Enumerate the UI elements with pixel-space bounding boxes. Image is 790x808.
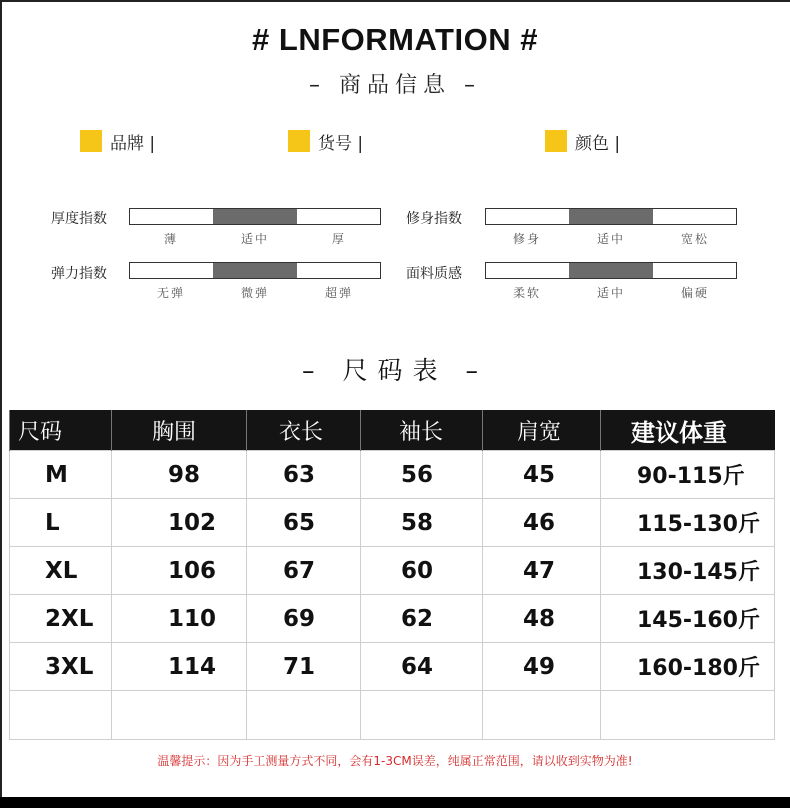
table-row bbox=[10, 499, 775, 547]
gauge-ticks-thickness bbox=[129, 230, 381, 247]
table-cell: 65 bbox=[247, 499, 361, 547]
table-cell: 115-130斤 bbox=[601, 499, 775, 547]
table-cell: 64 bbox=[361, 643, 483, 691]
table-cell bbox=[483, 691, 601, 740]
table-cell: 3XL bbox=[10, 643, 112, 691]
gauge-ticks-elasticity bbox=[129, 284, 381, 301]
table-cell: 45 bbox=[483, 451, 601, 499]
gauge-tick: 微弹 bbox=[240, 286, 269, 300]
column-header-shoulder: 肩宽 bbox=[483, 410, 601, 451]
table-cell: M bbox=[10, 451, 112, 499]
gauge-segment bbox=[486, 263, 569, 278]
table-cell: 160-180斤 bbox=[601, 643, 775, 691]
gauge-tick: 薄 bbox=[163, 232, 178, 246]
table-cell: 145-160斤 bbox=[601, 595, 775, 643]
table-cell: 47 bbox=[483, 547, 601, 595]
gauge-label-elasticity: 弹力指数 bbox=[51, 266, 107, 282]
yellow-square-icon bbox=[80, 130, 102, 152]
table-cell: 56 bbox=[361, 451, 483, 499]
gauge-tick: 适中 bbox=[596, 232, 625, 246]
table-row-empty bbox=[10, 691, 775, 740]
gauge-segment bbox=[569, 263, 652, 278]
gauge-tick: 修身 bbox=[512, 232, 541, 246]
measurement-note: 温馨提示：因为手工测量方式不同，会有1-3CM误差，纯属正常范围，请以收到实物为准! bbox=[157, 754, 633, 768]
table-row bbox=[10, 451, 775, 499]
table-cell: 58 bbox=[361, 499, 483, 547]
table-cell: L bbox=[10, 499, 112, 547]
yellow-square-icon bbox=[545, 130, 567, 152]
table-cell: 114 bbox=[112, 643, 247, 691]
gauge-label-texture: 面料质感 bbox=[406, 266, 462, 282]
column-header-chest: 胸围 bbox=[112, 410, 247, 451]
table-cell: 62 bbox=[361, 595, 483, 643]
gauge-ticks-texture bbox=[485, 284, 737, 301]
gauge-segment bbox=[569, 209, 652, 224]
page-title: # LNFORMATION # bbox=[252, 22, 538, 57]
table-cell: 69 bbox=[247, 595, 361, 643]
size-chart-table bbox=[9, 410, 775, 740]
gauge-bar-texture bbox=[485, 262, 737, 279]
gauge-segment bbox=[486, 209, 569, 224]
attribute-label: 颜色 | bbox=[575, 133, 621, 154]
table-cell bbox=[247, 691, 361, 740]
gauge-label-fit: 修身指数 bbox=[406, 211, 462, 227]
attribute-item-number bbox=[288, 128, 363, 154]
table-cell: 2XL bbox=[10, 595, 112, 643]
column-header-weight: 建议体重 bbox=[601, 410, 775, 451]
gauge-label-thickness: 厚度指数 bbox=[51, 211, 107, 227]
gauge-tick: 超弹 bbox=[324, 286, 353, 300]
column-header-sleeve: 袖长 bbox=[361, 410, 483, 451]
gauge-segment bbox=[653, 263, 736, 278]
table-cell bbox=[10, 691, 112, 740]
table-cell: 106 bbox=[112, 547, 247, 595]
table-header-row bbox=[10, 410, 775, 451]
gauge-tick: 适中 bbox=[596, 286, 625, 300]
attribute-label: 货号 | bbox=[318, 133, 364, 154]
table-cell: 98 bbox=[112, 451, 247, 499]
table-cell: XL bbox=[10, 547, 112, 595]
table-cell: 46 bbox=[483, 499, 601, 547]
gauge-segment bbox=[297, 209, 380, 224]
table-cell: 130-145斤 bbox=[601, 547, 775, 595]
table-row bbox=[10, 643, 775, 691]
column-header-size: 尺码 bbox=[10, 410, 112, 451]
table-cell: 90-115斤 bbox=[601, 451, 775, 499]
table-cell: 49 bbox=[483, 643, 601, 691]
table-cell: 102 bbox=[112, 499, 247, 547]
gauge-tick: 宽松 bbox=[680, 232, 709, 246]
table-cell: 71 bbox=[247, 643, 361, 691]
gauge-segment bbox=[653, 209, 736, 224]
table-row bbox=[10, 547, 775, 595]
table-cell: 67 bbox=[247, 547, 361, 595]
gauge-tick: 偏硬 bbox=[680, 286, 709, 300]
section-title-product-info: – 商品信息 – bbox=[309, 73, 481, 98]
gauge-segment bbox=[213, 209, 296, 224]
bottom-bar bbox=[0, 797, 790, 808]
table-cell: 63 bbox=[247, 451, 361, 499]
table-cell: 48 bbox=[483, 595, 601, 643]
gauge-segment bbox=[297, 263, 380, 278]
gauge-ticks-fit bbox=[485, 230, 737, 247]
table-row bbox=[10, 595, 775, 643]
gauge-tick: 适中 bbox=[240, 232, 269, 246]
table-cell: 60 bbox=[361, 547, 483, 595]
gauge-segment bbox=[130, 263, 213, 278]
gauge-tick: 无弹 bbox=[156, 286, 185, 300]
column-header-length: 衣长 bbox=[247, 410, 361, 451]
table-cell bbox=[601, 691, 775, 740]
yellow-square-icon bbox=[288, 130, 310, 152]
attribute-brand bbox=[80, 128, 155, 154]
gauge-bar-elasticity bbox=[129, 262, 381, 279]
gauge-bar-fit bbox=[485, 208, 737, 225]
table-cell bbox=[361, 691, 483, 740]
attribute-label: 品牌 | bbox=[110, 133, 156, 154]
gauge-tick: 柔软 bbox=[512, 286, 541, 300]
gauge-segment bbox=[130, 209, 213, 224]
attribute-color bbox=[545, 128, 620, 154]
table-cell: 110 bbox=[112, 595, 247, 643]
table-cell bbox=[112, 691, 247, 740]
gauge-bar-thickness bbox=[129, 208, 381, 225]
gauge-tick: 厚 bbox=[331, 232, 346, 246]
section-title-size-chart: – 尺码表 – bbox=[302, 356, 488, 385]
gauge-segment bbox=[213, 263, 296, 278]
